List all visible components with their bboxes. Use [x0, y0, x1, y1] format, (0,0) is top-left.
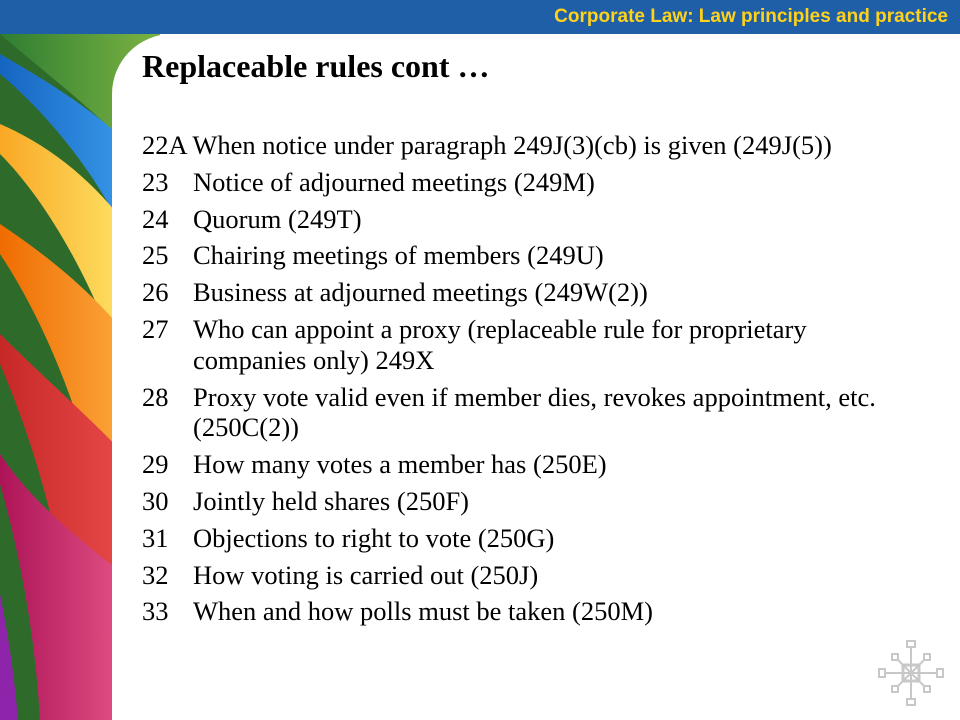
rule-number: 30: [142, 485, 169, 516]
network-icon: [876, 638, 946, 708]
rule-text: When and how polls must be taken (250M): [193, 596, 653, 627]
list-item: [142, 382, 902, 444]
rule-number: 27: [142, 313, 169, 344]
replaceable-rules-list: [142, 130, 902, 633]
slide-title: Replaceable rules cont …: [142, 48, 490, 84]
list-item: [142, 560, 902, 591]
list-item: [142, 204, 902, 235]
list-item: [142, 130, 902, 161]
rule-text: Chairing meetings of members (249U): [193, 240, 604, 271]
header-bar: [0, 0, 960, 34]
rule-text: When notice under paragraph 249J(3)(cb) is given (249J(5)): [192, 130, 832, 160]
rule-number: 31: [142, 522, 169, 553]
rule-text: How many votes a member has (250E): [193, 449, 607, 480]
rule-number: 32: [142, 559, 169, 590]
header-title: Corporate Law: Law principles and practice: [554, 6, 948, 27]
rule-number: 25: [142, 240, 169, 271]
list-item: [142, 486, 902, 517]
list-item: [142, 523, 902, 554]
rule-text: Proxy vote valid even if member dies, revokes appointment, etc. (250C(2)): [193, 381, 876, 443]
rule-number: 22A: [142, 130, 187, 160]
rule-number: 24: [142, 203, 169, 234]
rule-number: 23: [142, 166, 169, 197]
rule-number: 26: [142, 277, 169, 308]
slide-content: [112, 34, 960, 720]
rule-text: How voting is carried out (250J): [193, 559, 539, 590]
rule-number: 28: [142, 381, 169, 412]
list-item: [142, 449, 902, 480]
list-item: [142, 596, 902, 627]
list-item: [142, 277, 902, 308]
rule-text: Jointly held shares (250F): [193, 485, 470, 516]
rule-text: Business at adjourned meetings (249W(2)): [193, 277, 648, 308]
list-item: [142, 314, 902, 376]
rule-text: Notice of adjourned meetings (249M): [193, 166, 595, 197]
list-item: [142, 167, 902, 198]
rule-text: Objections to right to vote (250G): [193, 522, 555, 553]
rule-text: Who can appoint a proxy (replaceable rule for proprietary companies only) 249X: [193, 313, 807, 375]
rule-number: 33: [142, 596, 169, 627]
list-item: [142, 240, 902, 271]
rule-text: Quorum (249T): [193, 203, 362, 234]
rule-number: 29: [142, 449, 169, 480]
